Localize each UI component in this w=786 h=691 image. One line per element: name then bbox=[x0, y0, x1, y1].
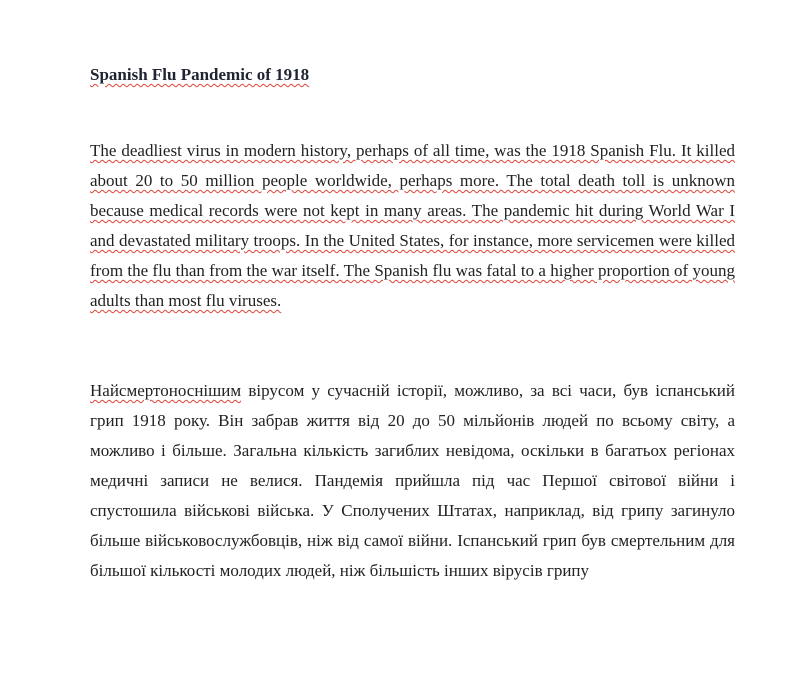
paragraph-ukrainian-first-word: Найсмертоноснішим bbox=[90, 381, 242, 400]
paragraph-ukrainian-rest: вірусом у сучасній історії, можливо, за всі часи, був іспанський грип 1918 року. Він забрав життя від 20 до 50 мільйонів людей по всьому світу, а можливо і більше. Загальна кількість загиблих невідома, оскільки в багатьох регіонах медичні записи не велися. Пандемія прийшла під час Першої світової війни і спустошила військові війська. У Сполучених Штатах, наприклад, від грипу загинуло більше військовослужбовців, ніж від самої війни. Іспанський грип був смертельним для більшої кількості молодих людей, ніж більшість інших вірусів грипу bbox=[90, 381, 735, 580]
paragraph-ukrainian bbox=[90, 376, 735, 586]
document-title: Spanish Flu Pandemic of 1918 bbox=[90, 65, 310, 84]
paragraph-english: The deadliest virus in modern history, perhaps of all time, was the 1918 Spanish Flu. It killed about 20 to 50 million people worldwide, perhaps more. The total death toll is unknown because medical records were not kept in many areas. The pandemic hit during World War I and devastated military troops. In the United States, for instance, more servicemen were killed from the flu than from the war itself. The Spanish flu was fatal to a higher proportion of young adults than most flu viruses. bbox=[90, 141, 735, 310]
